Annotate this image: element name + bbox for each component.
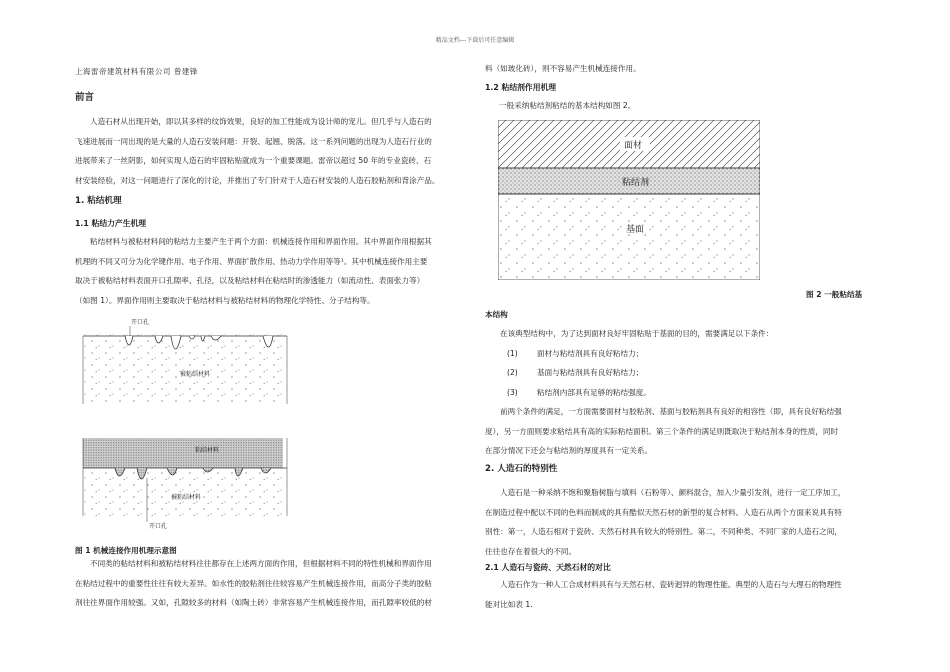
label-adhesive: 粘结材料: [195, 447, 220, 454]
base-layer: [498, 194, 760, 280]
condition-number: (1): [507, 348, 518, 358]
label-substrate-bottom: 被粘结材料: [171, 494, 202, 501]
text-line: 前两个条件的满足，一方面需要面材与胶粘剂、基面与胶粘剂具有良好的相容性（即，具有良好粘结强: [500, 407, 842, 416]
substrate-block-bottom: [83, 468, 283, 516]
text-line: 粘结材料与被粘材料间的粘结力主要产生于两个方面：机械连接作用和界面作用。其中界面作用根据其: [90, 237, 432, 246]
section-1-1-continued: [75, 554, 475, 613]
condition-text: 粘结剂内部具有足够的粘结强度。: [537, 387, 651, 397]
page-header: 精品文档---下载后可任意编辑: [435, 37, 515, 44]
figure-2-diagram: [498, 120, 760, 280]
text-line: 取决于被粘结材料表面开口孔隙率、孔径，以及粘结材料在粘结时的渗透能力（如流动性、表面张力等）: [75, 276, 425, 285]
text-line: 人造石是一种采纳不饱和聚脂树脂与填料（石粉等）、颜料混合，加入少量引发剂，进行一定工序加工，: [500, 488, 846, 497]
section-1-2-line: 一般采纳粘结剂粘结的基本结构如图 2。: [499, 101, 636, 110]
author-line: 上海雷帝建筑材料有限公司 曾建锋: [75, 67, 198, 76]
label-base: 基面: [626, 225, 645, 235]
condition-item: [485, 383, 885, 403]
text-line: 往往也存在着很大的不同。: [485, 546, 577, 556]
text-line: 在部分情况下还会与粘结剂的厚度具有一定关系。: [485, 446, 653, 455]
text-line: 材安装经验，对这一问题进行了深化的讨论，并推出了专门针对于人造石材安装的人造石胶粘剂和背涂产品。: [75, 175, 440, 185]
label-open-pore-top: 开口孔: [131, 319, 150, 326]
condition-text: 基面与粘结剂具有良好粘结力；: [537, 368, 644, 377]
condition-item: [485, 363, 885, 383]
text-line: 机理的不同又可分为化学键作用、电子作用、界面扩散作用、热动力学作用等等¹。其中机械连接作用主要: [75, 256, 428, 266]
text-line: 人造石作为一种人工合成材料具有与天然石材、瓷砖迥异的物理性能。典型的人造石与大理石的物理性: [500, 580, 842, 589]
condition-number: (2): [507, 368, 518, 377]
section-2-1-paragraph: [485, 575, 885, 614]
text-line: 不同类的粘结材料和被粘结材料往往都存在上述两方面的作用，但根据材料不同的特性机械和界面作用: [90, 559, 432, 568]
substrate-block-top: [83, 334, 283, 404]
text-line: 在粘结过程中的重要性往往有较大差异。如水性的胶粘剂往往较容易产生机械连接作用，而高分子类的胶粘: [75, 578, 432, 588]
text-line: 别性：第一，人造石相对于瓷砖、天然石材具有较大的特别性。第二，不同种类、不同厂家的人造石之间，: [485, 527, 842, 536]
text-line: （如图 1）。界面作用则主要取决于粘结材料与被粘结材料的物理化学特性、分子结构等。: [75, 295, 375, 305]
condition-number: (3): [507, 387, 518, 397]
intro-heading: 前言: [75, 92, 95, 103]
intro-paragraph: [75, 112, 475, 190]
conditions-intro: 在该典型结构中，为了达到面材良好牢固粘贴于基面的目的，需要满足以下条件：: [500, 329, 774, 338]
figure-2-caption-left: 本结构: [485, 310, 508, 319]
text-line: 在制造过程中配以不同的色料而制成的具有酷似天然石材的新型的复合材料。人造石从两个方面来说具有特: [485, 507, 842, 517]
label-face-material: 面材: [624, 141, 643, 151]
section-1-heading: 1. 粘结机理: [75, 196, 122, 206]
figure-2-caption-right: 图 2 一般粘结基: [806, 290, 863, 299]
conditions-block: [485, 324, 885, 461]
condition-text: 面材与粘结剂具有良好粘结力；: [537, 348, 644, 358]
text-line: 能对比如表 1.: [485, 599, 533, 609]
label-substrate-top: 被粘结材料: [180, 371, 211, 378]
section-1-1-heading: 1.1 粘结力产生机理: [75, 219, 147, 228]
label-adhesive-fig2: 粘结剂: [622, 178, 650, 188]
text-line: 进展带来了一丝阴影，如何实现人造石的牢固粘贴就成为一个重要课题。雷帝以超过 50 年的专业瓷砖、石: [75, 156, 432, 165]
text-line: 人造石材从出现开始，即以其多样的纹饰效果，良好的加工性能成为设计师的宠儿。但几乎与人造石的: [90, 117, 432, 126]
text-line: 度），另一方面则要求粘结具有高的实际粘结面积。第三个条件的满足则既取决于粘结剂本身的性质，同时: [485, 426, 839, 436]
text-line: 剂往往界面作用较强。又如，孔隙较多的材料（如陶土砖）非常容易产生机械连接作用，而孔隙率较低的材: [75, 598, 432, 607]
section-1-2-heading: 1.2 粘结剂作用机理: [485, 83, 557, 92]
section-1-1-paragraph: [75, 232, 475, 310]
section-2-heading: 2. 人造石的特别性: [485, 464, 558, 474]
adhesive-layer: [83, 438, 283, 468]
figure-1-diagram: [75, 314, 295, 539]
section-2-1-heading: 2.1 人造石与瓷砖、天然石材的对比: [485, 563, 611, 572]
label-open-pore-bottom: 开口孔: [149, 523, 168, 530]
text-line: 飞速进展而一同出现的是大量的人造石安装问题：开裂、起翘、脱落。这一系列问题的出现为人造石行业的: [75, 136, 432, 146]
section-2-paragraph: [485, 483, 885, 561]
figure-1-caption: 图 1 机械连接作用机理示意图: [75, 546, 177, 555]
continued-line: 料（如玻化砖），则不容易产生机械连接作用。: [485, 64, 641, 73]
condition-item: [485, 344, 885, 364]
